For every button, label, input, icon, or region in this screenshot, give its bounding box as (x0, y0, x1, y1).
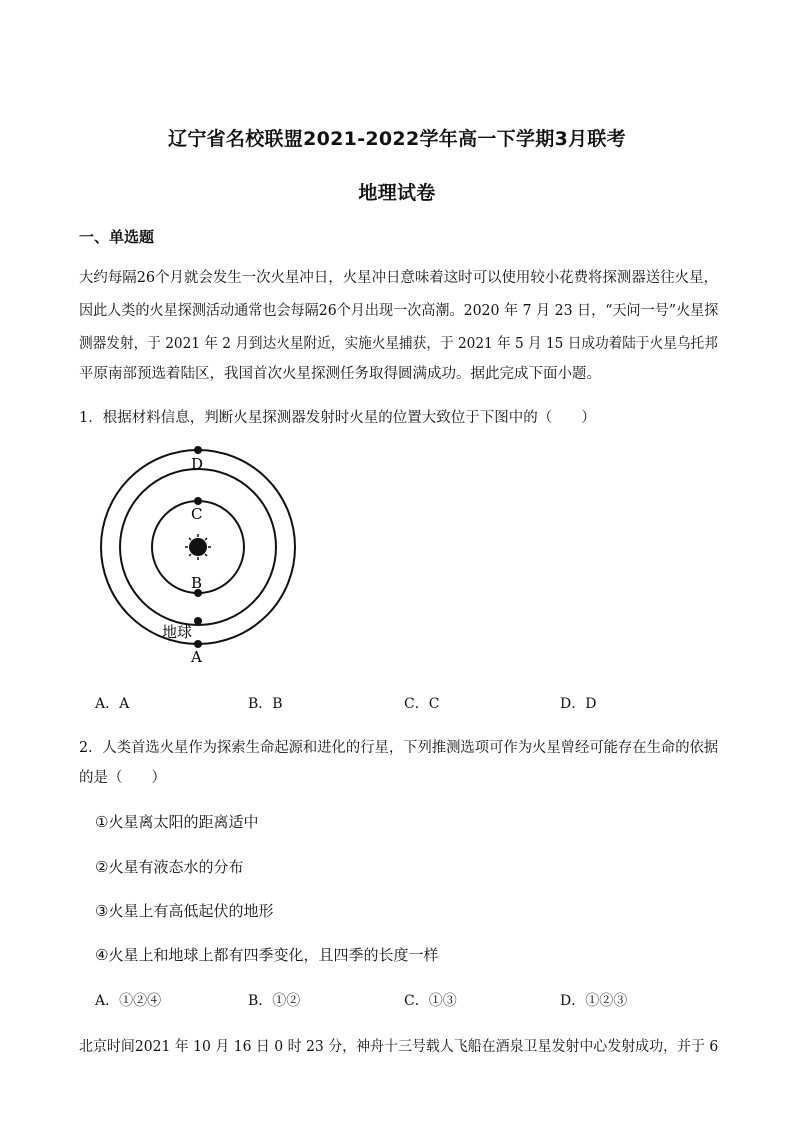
q2-statement-3: ③火星上有高低起伏的地形 (95, 902, 274, 920)
label-d: D (191, 455, 204, 473)
label-b: B (191, 574, 203, 592)
document-title: 辽宁省名校联盟2021-2022学年高一下学期3月联考 (168, 128, 626, 150)
sun-icon (185, 534, 211, 560)
q2-statement-2: ②火星有液态水的分布 (95, 858, 244, 876)
point-d (194, 446, 202, 454)
q1-option-d[interactable]: D．D (560, 696, 597, 712)
document-subtitle: 地理试卷 (358, 182, 436, 204)
orbit-diagram (95, 440, 305, 670)
question-2-stem: 的是（ ） (79, 770, 166, 786)
passage-line: 大约每隔26个月就会发生一次火星冲日，火星冲日意味着这时可以使用较小花费将探测器送往火星， (79, 270, 718, 286)
q2-option-a[interactable]: A．①②④ (95, 993, 162, 1009)
passage-2-line: 北京时间2021 年 10 月 16 日 0 时 23 分，神舟十三号载人飞船在酒泉卫星发射中心发射成功，并于 6 (79, 1039, 719, 1055)
q2-statement-1: ①火星离太阳的距离适中 (95, 813, 259, 831)
q1-option-c[interactable]: C．C (404, 696, 440, 712)
point-earth (194, 617, 202, 625)
q2-option-c[interactable]: C．①③ (404, 993, 457, 1009)
q2-statement-4: ④火星上和地球上都有四季变化，且四季的长度一样 (95, 946, 439, 964)
label-earth: 地球 (162, 623, 193, 641)
label-c: C (191, 505, 203, 523)
question-2-stem: 2．人类首选火星作为探索生命起源和进化的行星，下列推测选项可作为火星曾经可能存在生命的依据 (79, 740, 719, 756)
passage-line: 因此人类的火星探测活动通常也会每隔26个月出现一次高潮。2020 年 7 月 23 日，“天问一号”火星探 (79, 303, 719, 319)
section-heading: 一、单选题 (79, 228, 155, 246)
label-a: A (191, 648, 202, 666)
question-1-stem: 1．根据材料信息，判断火星探测器发射时火星的位置大致位于下图中的（ ） (79, 410, 596, 426)
point-c (194, 497, 202, 505)
q2-option-b[interactable]: B．①② (248, 993, 301, 1009)
q1-option-a[interactable]: A．A (95, 696, 130, 712)
point-a (194, 640, 202, 648)
q2-option-d[interactable]: D．①②③ (560, 993, 628, 1009)
passage-line: 平原南部预选着陆区，我国首次火星探测任务取得圆满成功。据此完成下面小题。 (79, 366, 601, 382)
q1-option-b[interactable]: B．B (248, 696, 283, 712)
passage-line: 测器发射，于 2021 年 2 月到达火星附近，实施火星捕获，于 2021 年 5 月 15 日成功着陆于火星乌托邦 (79, 336, 718, 352)
